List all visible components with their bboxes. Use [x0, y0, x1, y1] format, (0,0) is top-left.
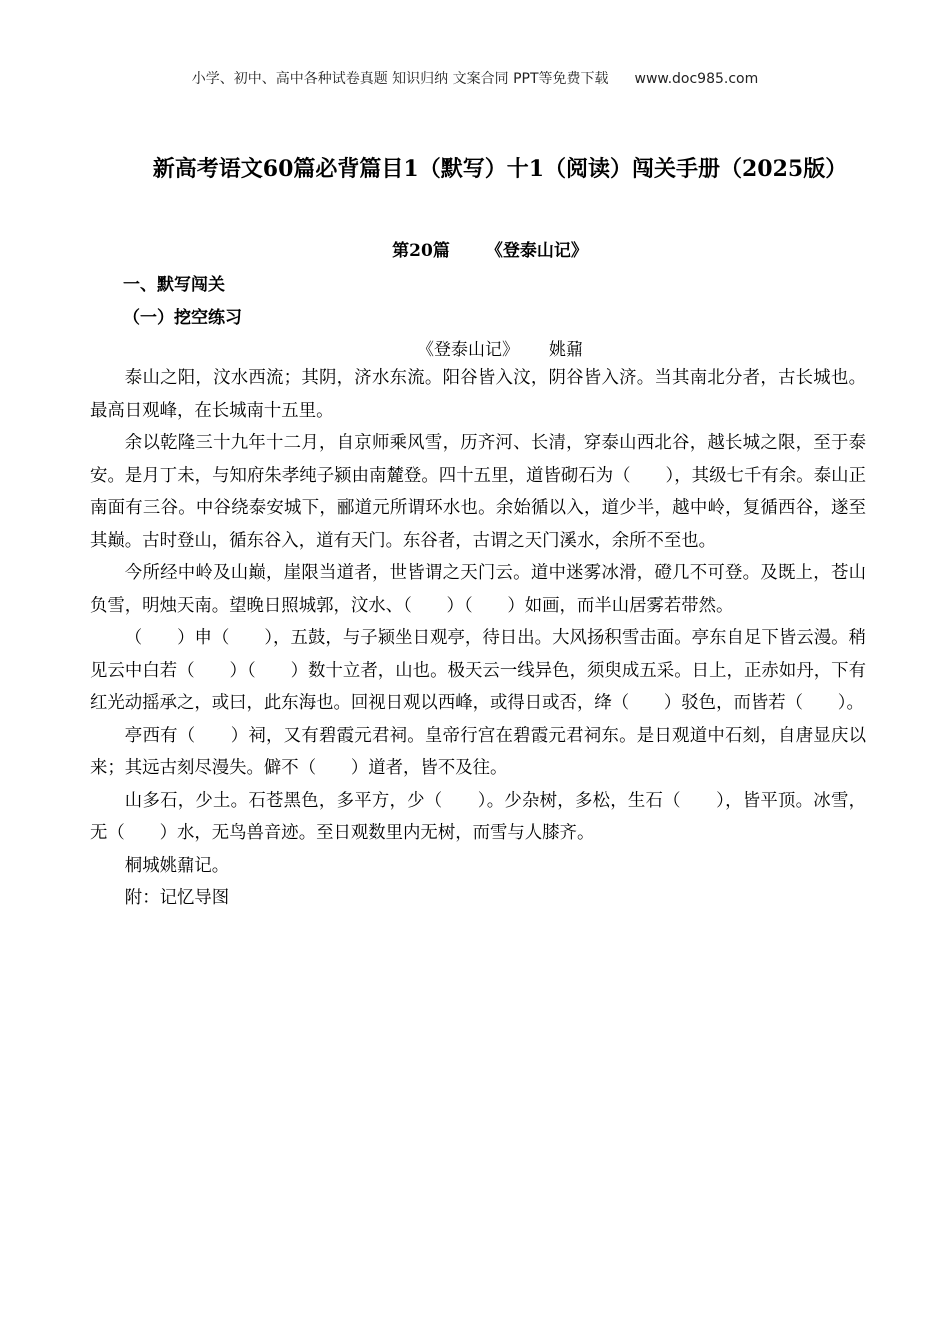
paragraph-signature: 桐城姚鼐记。: [124, 855, 230, 876]
paragraph: 亭西有（ ）祠，又有碧霞元君祠。皇帝行宫在碧霞元君祠东。是日观道中石刻，自唐显庆以来；其远古刻尽漫失。僻不（ ）道者，皆不及往。: [90, 725, 866, 778]
paragraph-appendix: 附：记忆导图: [124, 888, 230, 908]
text-title-name: 《登泰山记》: [417, 340, 519, 360]
page-header: [0, 68, 950, 88]
chapter-number: 第20篇: [392, 241, 450, 261]
header-text: 小学、初中、高中各种试卷真题 知识归纳 文案合同 PPT等免费下载: [191, 71, 609, 87]
chapter-title: 《登泰山记》: [485, 241, 588, 261]
section-heading-dictation: 一、默写闯关: [123, 275, 225, 295]
text-body: [90, 362, 866, 915]
paragraph: 今所经中岭及山巅，崖限当道者，世皆谓之天门云。道中迷雾冰滑，磴几不可登。及既上，苍山负雪，明烛天南。望晚日照城郭，汶水、（ ）（ ）如画，而半山居雾若带然。: [90, 563, 866, 616]
subsection-heading-fill-blank: （一）挖空练习: [123, 308, 242, 328]
header-site-link[interactable]: www.doc985.com: [634, 71, 759, 87]
paragraph: 山多石，少土。石苍黑色，多平方，少（ ）。少杂树，多松，生石（ ），皆平顶。冰雪，无（ ）水，无鸟兽音迹。至日观数里内无树，而雪与人膝齐。: [90, 790, 866, 843]
chapter-heading: [0, 236, 950, 261]
text-author: 姚鼐: [549, 340, 583, 360]
document-title: 新高考语文60篇必背篇目1（默写）十1（阅读）闯关手册（2025版）: [152, 156, 848, 182]
paragraph: 余以乾隆三十九年十二月，自京师乘风雪，历齐河、长清，穿泰山西北谷，越长城之限，至于泰安。是月丁未，与知府朱孝纯子颍由南麓登。四十五里，道皆砌石为（ ），其级七千有余。泰山正南面有三谷。中谷绕泰安城下，郦道元所谓环水也。余始循以入，道少半，越中岭，复循西谷，遂至其巅。古时登山，循东谷入，道有天门。东谷者，古谓之天门溪水，余所不至也。: [90, 433, 866, 551]
paragraph: （ ）申（ ），五鼓，与子颍坐日观亭，待日出。大风扬积雪击面。亭东自足下皆云漫。稍见云中白若（ ）（ ）数十立者，山也。极天云一线异色，须臾成五采。日上，正赤如丹，下有红光动摇承之，或曰，此东海也。回视日观以西峰，或得日或否，绛（ ）驳色，而皆若（ ）。: [90, 628, 866, 713]
paragraph: 泰山之阳，汶水西流；其阴，济水东流。阳谷皆入汶，阴谷皆入济。当其南北分者，古长城也。最高日观峰，在长城南十五里。: [90, 368, 866, 421]
text-title: [0, 335, 950, 360]
